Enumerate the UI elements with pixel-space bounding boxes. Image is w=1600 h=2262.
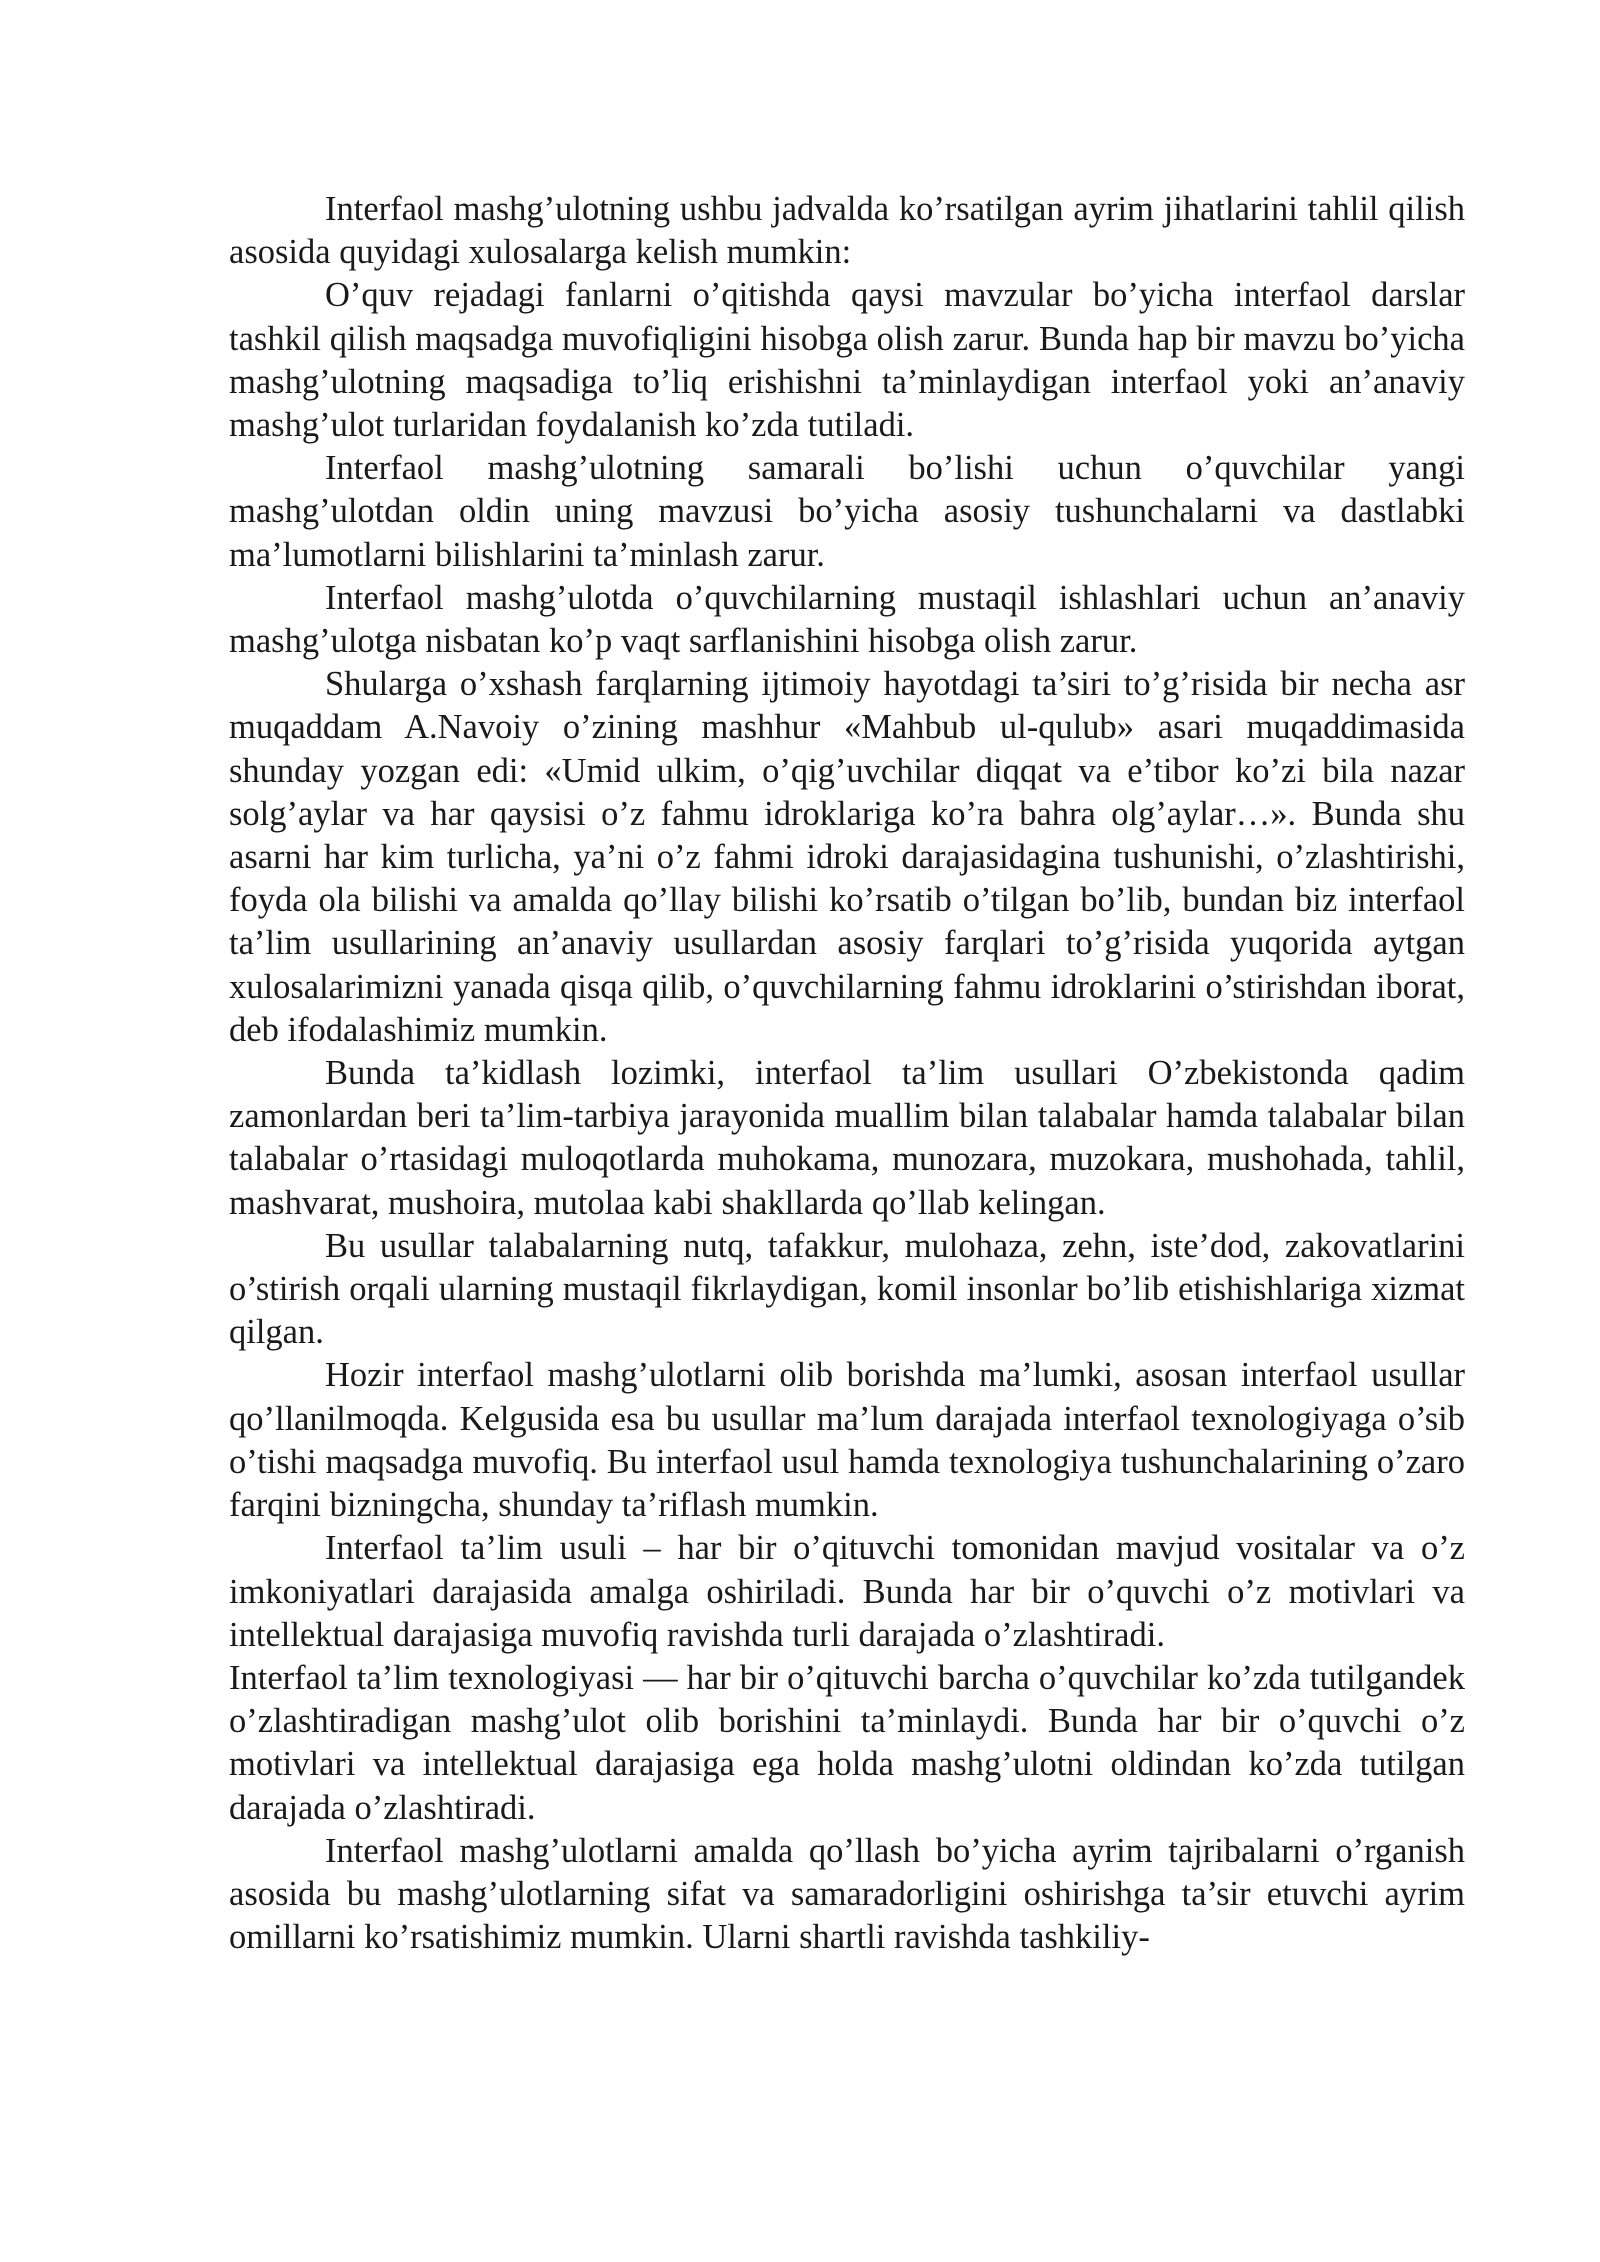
paragraph: Interfaol mashg’ulotning ushbu jadvalda ko’rsatilgan ayrim jihatlarini tahlil qilish asosida quyidagi xulosalarga kelish mumkin:	[229, 190, 1465, 272]
paragraph: Interfaol mashg’ulotda o’quvchilarning mustaqil ishlashlari uchun an’anaviy mashg’ulotga nisbatan ko’p vaqt sarflanishini hisobga olish zarur.	[229, 578, 1465, 661]
paragraph: Interfaol ta’lim usuli – har bir o’qituvchi tomonidan mavjud vositalar va o’z imkoniyatlari darajasida amalga oshiriladi. Bunda har bir o’quvchi o’z motivlari va intellektual darajasiga muvofiq ravishda turli darajada o’zlashtiradi.	[229, 1529, 1465, 1654]
paragraph: Bu usullar talabalarning nutq, tafakkur, mulohaza, zehn, iste’dod, zakovatlarini o’stirish orqali ularning mustaqil fikrlaydigan, komil insonlar bo’lib etishishlariga xizmat qilgan.	[229, 1226, 1465, 1352]
paragraph: O’quv rejadagi fanlarni o’qitishda qaysi mavzular bo’yicha interfaol darslar tashkil qilish maqsadga muvofiqligini hisobga olish zarur. Bunda hap bir mavzu bo’yicha mashg’ulotning maqsadiga to’liq erishishni ta’minlaydigan interfaol yoki an’anaviy mashg’ulot turlaridan foydalanish ko’zda tutiladi.	[229, 276, 1465, 445]
paragraph: Bunda ta’kidlash lozimki, interfaol ta’lim usullari O’zbekistonda qadim zamonlardan beri ta’lim-tarbiya jarayonida muallim bilan talabalar hamda talabalar bilan talabalar o’rtasidagi muloqotlarda muhokama, munozara, muzokara, mushohada, tahlil, mashvarat, mushoira, mutolaa kabi shakllarda qo’llab kelingan.	[229, 1054, 1465, 1222]
paragraph: Interfaol mashg’ulotning samarali bo’lishi uchun o’quvchilar yangi mashg’ulotdan oldin uning mavzusi bo’yicha asosiy tushunchalarni va dastlabki ma’lumotlarni bilishlarini ta’minlash zarur.	[229, 449, 1465, 574]
paragraph: Shularga o’xshash farqlarning ijtimoiy hayotdagi ta’siri to’g’risida bir necha asr muqaddam A.Navoiy o’zining mashhur «Mahbub ul-qulub» asari muqaddimasida shunday yozgan edi: «Umid ulkim, o’qig’uvchilar diqqat va e’tibor ko’zi bila nazar solg’aylar va har qaysisi o’z fahmu idroklariga ko’ra bahra olg’aylar…». Bunda shu asarni har kim turlicha, ya’ni o’z fahmi idroki darajasidagina tushunishi, o’zlashtirishi, foyda ola bilishi va amalda qo’llay bilishi ko’rsatib o’tilgan bo’lib, bundan biz interfaol ta’lim usullarining an’anaviy usullardan asosiy farqlari to’g’risida yuqorida aytgan xulosalarimizni yanada qisqa qilib, o’quvchilarning fahmu idroklarini o’stirishdan iborat, deb ifodalashimiz mumkin.	[229, 665, 1465, 1049]
document-body	[229, 188, 1465, 1959]
paragraph: Hozir interfaol mashg’ulotlarni olib borishda ma’lumki, asosan interfaol usullar qo’llanilmoqda. Kelgusida esa bu usullar ma’lum darajada interfaol texnologiyaga o’sib o’tishi maqsadga muvofiq. Bu interfaol usul hamda texnologiya tushunchalarining o’zaro farqini bizningcha, shunday ta’riflash mumkin.	[229, 1356, 1465, 1525]
paragraph: Interfaol ta’lim texnologiyasi — har bir o’qituvchi barcha o’quvchilar ko’zda tutilgandek o’zlashtiradigan mashg’ulot olib borishini ta’minlaydi. Bunda har bir o’quvchi o’z motivlari va intellektual darajasiga ega holda mashg’ulotni oldindan ko’zda tutilgan darajada o’zlashtiradi.	[229, 1658, 1465, 1827]
paragraph-last: Interfaol mashg’ulotlarni amalda qo’llash bo’yicha ayrim tajribalarni o’rganish asosida bu mashg’ulotlarning sifat va samaradorligini oshirishga ta’sir etuvchi ayrim omillarni ko’rsatishimiz mumkin. Ularni shartli ravishda tashkiliy-	[229, 1831, 1465, 1957]
